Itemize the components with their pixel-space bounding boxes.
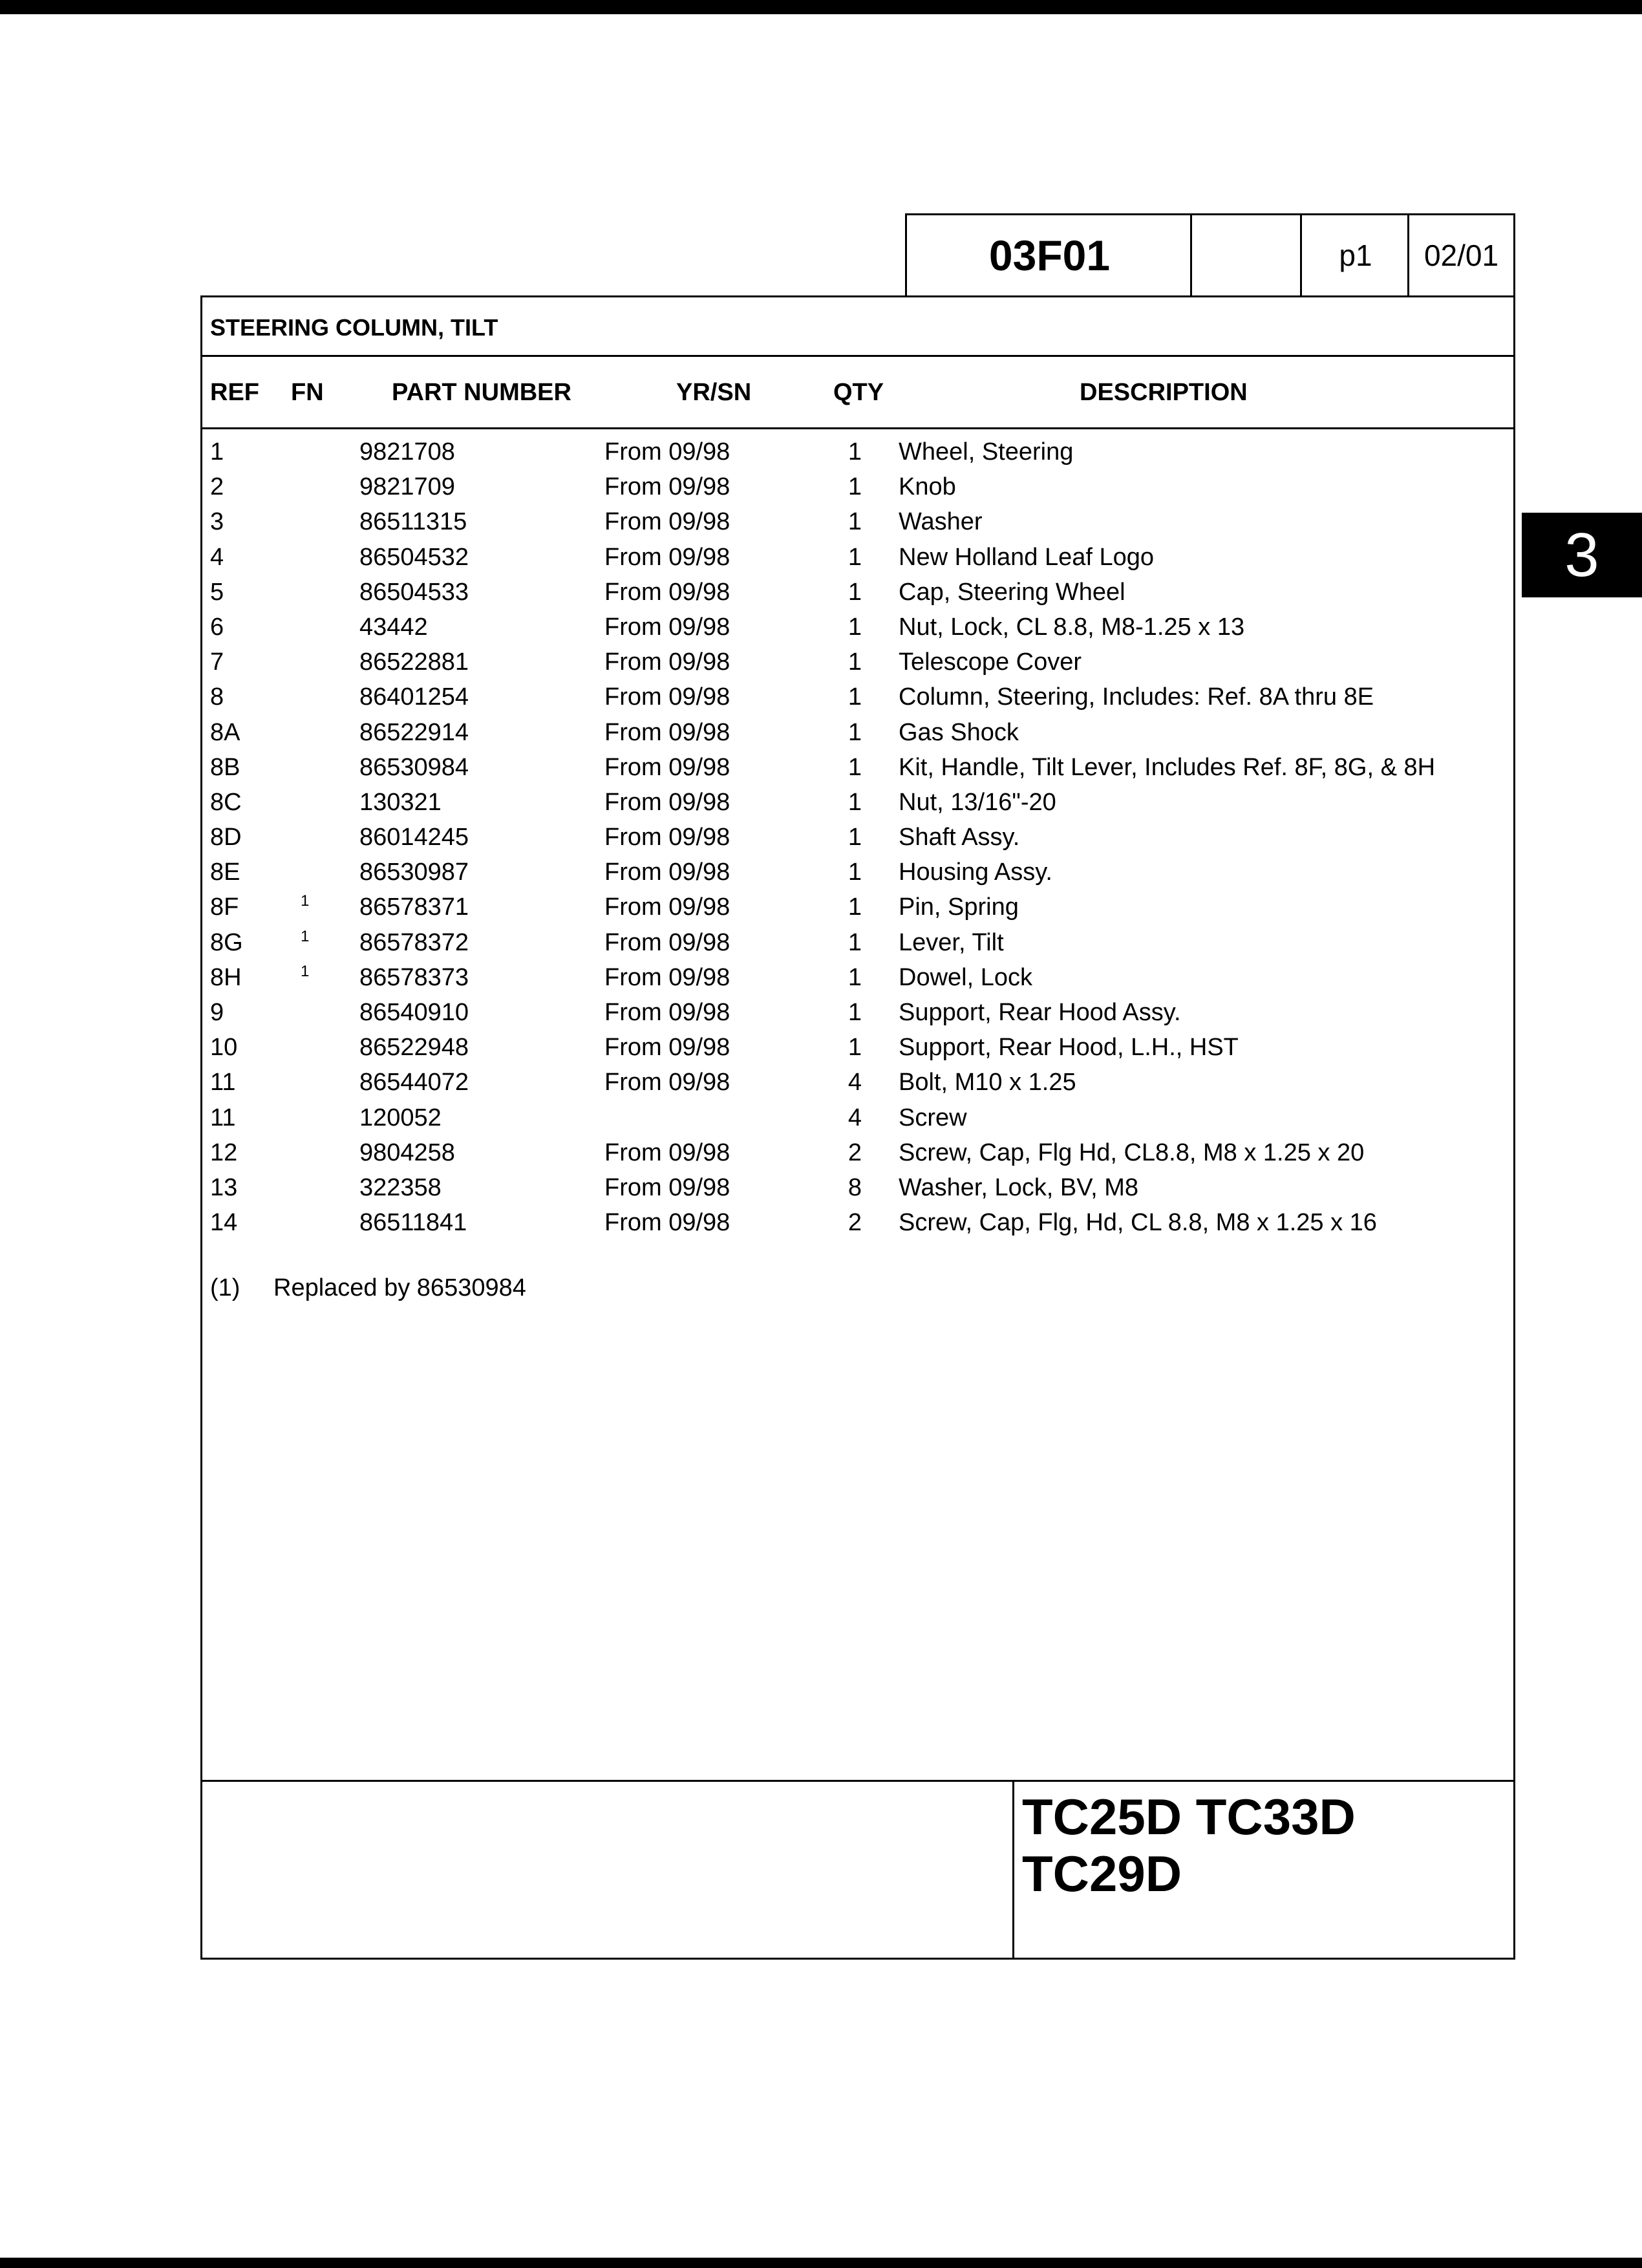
table-row	[202, 614, 1513, 648]
cell-ref: 8	[210, 683, 224, 711]
cell-fn: 1	[301, 927, 310, 945]
table-row	[202, 754, 1513, 789]
cell-qty: 1	[848, 963, 862, 991]
cell-yr-sn: From 09/98	[604, 824, 730, 851]
cell-ref: 11	[210, 1069, 236, 1097]
footnote-text: Replaced by 86530984	[273, 1274, 526, 1301]
cell-part-number: 86578373	[359, 963, 469, 991]
cell-ref: 9	[210, 999, 224, 1026]
table-row	[202, 1139, 1513, 1174]
cell-part-number: 86530984	[359, 753, 469, 781]
cell-description: Knob	[899, 473, 956, 501]
cell-qty: 1	[848, 508, 862, 536]
cell-qty: 1	[848, 648, 862, 676]
cell-yr-sn: From 09/98	[604, 999, 730, 1026]
cell-part-number: 43442	[359, 613, 428, 641]
table-row	[202, 1104, 1513, 1139]
table-row	[202, 789, 1513, 824]
cell-qty: 4	[848, 1104, 862, 1131]
cell-part-number: 86014245	[359, 824, 469, 851]
cell-ref: 8A	[210, 718, 240, 746]
cell-yr-sn: From 09/98	[604, 753, 730, 781]
footnote-mark: (1)	[210, 1274, 240, 1301]
cell-description: Dowel, Lock	[899, 963, 1032, 991]
cell-description: Column, Steering, Includes: Ref. 8A thru 8E	[899, 683, 1374, 711]
cell-yr-sn: From 09/98	[604, 718, 730, 746]
cell-yr-sn: From 09/98	[604, 859, 730, 886]
cell-yr-sn: From 09/98	[604, 788, 730, 816]
bottom-scan-border	[0, 2258, 1642, 2268]
cell-part-number: 86522881	[359, 648, 469, 676]
cell-part-number: 130321	[359, 788, 442, 816]
cell-description: Support, Rear Hood, L.H., HST	[899, 1034, 1239, 1062]
model-line-2: TC29D	[1022, 1845, 1182, 1902]
cell-ref: 12	[210, 1139, 238, 1166]
cell-ref: 7	[210, 648, 224, 676]
table-row	[202, 859, 1513, 893]
header-part-number: PART NUMBER	[392, 379, 571, 406]
cell-qty: 1	[848, 753, 862, 781]
revision-date: 02/01	[1407, 213, 1515, 297]
cell-ref: 8E	[210, 859, 240, 886]
cell-ref: 8F	[210, 893, 239, 921]
cell-fn: 1	[301, 962, 310, 980]
cell-part-number: 9821709	[359, 473, 455, 501]
table-row	[202, 1174, 1513, 1209]
cell-description: Washer	[899, 508, 983, 536]
cell-qty: 2	[848, 1139, 862, 1166]
cell-yr-sn: From 09/98	[604, 578, 730, 606]
cell-fn: 1	[301, 892, 310, 910]
cell-qty: 1	[848, 999, 862, 1026]
top-scan-border	[0, 0, 1642, 14]
cell-description: Bolt, M10 x 1.25	[899, 1069, 1076, 1097]
table-row	[202, 893, 1513, 928]
cell-part-number: 86578372	[359, 928, 469, 956]
cell-qty: 1	[848, 613, 862, 641]
model-line-1: TC25D TC33D	[1022, 1788, 1356, 1845]
table-row	[202, 999, 1513, 1034]
table-row	[202, 824, 1513, 859]
cell-part-number: 86544072	[359, 1069, 469, 1097]
cell-description: Telescope Cover	[899, 648, 1082, 676]
cell-part-number: 322358	[359, 1173, 442, 1201]
section-code: 03F01	[905, 213, 1192, 297]
cell-qty: 1	[848, 543, 862, 571]
cell-part-number: 9821708	[359, 438, 455, 465]
cell-yr-sn: From 09/98	[604, 963, 730, 991]
page-title: STEERING COLUMN, TILT	[210, 314, 498, 341]
table-row	[202, 508, 1513, 543]
cell-ref: 4	[210, 543, 224, 571]
table-row	[202, 964, 1513, 999]
table-row	[202, 719, 1513, 754]
cell-qty: 2	[848, 1209, 862, 1237]
cell-part-number: 86578371	[359, 893, 469, 921]
table-row	[202, 929, 1513, 964]
cell-part-number: 86511315	[359, 508, 467, 536]
cell-ref: 3	[210, 508, 224, 536]
page-number: p1	[1300, 213, 1409, 297]
header-yr-sn: YR/SN	[676, 379, 752, 406]
cell-description: New Holland Leaf Logo	[899, 543, 1155, 571]
cell-qty: 1	[848, 893, 862, 921]
cell-ref: 5	[210, 578, 224, 606]
header-blank-cell	[1190, 213, 1302, 297]
cell-qty: 1	[848, 824, 862, 851]
cell-ref: 2	[210, 473, 224, 501]
cell-qty: 1	[848, 1034, 862, 1062]
cell-part-number: 120052	[359, 1104, 442, 1131]
cell-ref: 8B	[210, 753, 240, 781]
cell-description: Screw	[899, 1104, 967, 1131]
cell-description: Pin, Spring	[899, 893, 1019, 921]
table-row	[202, 1034, 1513, 1069]
cell-yr-sn: From 09/98	[604, 648, 730, 676]
cell-description: Nut, Lock, CL 8.8, M8-1.25 x 13	[899, 613, 1245, 641]
cell-yr-sn: From 09/98	[604, 613, 730, 641]
cell-yr-sn: From 09/98	[604, 683, 730, 711]
cell-qty: 1	[848, 438, 862, 465]
cell-part-number: 86530987	[359, 859, 469, 886]
cell-qty: 1	[848, 718, 862, 746]
cell-ref: 14	[210, 1209, 238, 1237]
cell-ref: 13	[210, 1173, 238, 1201]
cell-qty: 1	[848, 473, 862, 501]
table-row	[202, 1069, 1513, 1104]
footer-block	[202, 1780, 1513, 1960]
title-row	[202, 297, 1513, 357]
cell-yr-sn: From 09/98	[604, 508, 730, 536]
cell-description: Kit, Handle, Tilt Lever, Includes Ref. 8F, 8G, & 8H	[899, 753, 1436, 781]
parts-table-body	[202, 438, 1513, 1244]
table-row	[202, 544, 1513, 579]
section-tab: 3	[1522, 513, 1642, 597]
cell-yr-sn: From 09/98	[604, 1069, 730, 1097]
cell-ref: 8H	[210, 963, 242, 991]
cell-yr-sn: From 09/98	[604, 1209, 730, 1237]
header-description: DESCRIPTION	[1080, 379, 1248, 406]
cell-part-number: 86511841	[359, 1209, 467, 1237]
cell-ref: 1	[210, 438, 224, 465]
header-ref: REF	[210, 379, 259, 406]
cell-qty: 8	[848, 1173, 862, 1201]
cell-part-number: 86504532	[359, 543, 469, 571]
cell-ref: 10	[210, 1034, 238, 1062]
cell-qty: 1	[848, 859, 862, 886]
cell-description: Wheel, Steering	[899, 438, 1074, 465]
model-list	[1022, 1788, 1356, 1902]
cell-ref: 8G	[210, 928, 243, 956]
cell-qty: 4	[848, 1069, 862, 1097]
cell-description: Screw, Cap, Flg, Hd, CL 8.8, M8 x 1.25 x 16	[899, 1209, 1377, 1237]
cell-qty: 1	[848, 928, 862, 956]
cell-qty: 1	[848, 683, 862, 711]
cell-yr-sn: From 09/98	[604, 893, 730, 921]
cell-part-number: 86504533	[359, 578, 469, 606]
footer-divider	[1012, 1782, 1014, 1960]
cell-yr-sn: From 09/98	[604, 1173, 730, 1201]
cell-yr-sn: From 09/98	[604, 543, 730, 571]
cell-yr-sn: From 09/98	[604, 438, 730, 465]
cell-ref: 6	[210, 613, 224, 641]
cell-description: Gas Shock	[899, 718, 1019, 746]
header-qty: QTY	[833, 379, 884, 406]
parts-list-frame	[200, 295, 1515, 1960]
cell-description: Screw, Cap, Flg Hd, CL8.8, M8 x 1.25 x 20	[899, 1139, 1365, 1166]
table-row	[202, 473, 1513, 508]
header-fn: FN	[291, 379, 324, 406]
table-row	[202, 648, 1513, 683]
cell-description: Washer, Lock, BV, M8	[899, 1173, 1139, 1201]
cell-part-number: 9804258	[359, 1139, 455, 1166]
cell-ref: 11	[210, 1104, 236, 1131]
cell-description: Support, Rear Hood Assy.	[899, 999, 1181, 1026]
cell-part-number: 86522948	[359, 1034, 469, 1062]
cell-description: Lever, Tilt	[899, 928, 1004, 956]
cell-qty: 1	[848, 788, 862, 816]
cell-part-number: 86540910	[359, 999, 469, 1026]
cell-description: Cap, Steering Wheel	[899, 578, 1125, 606]
cell-ref: 8C	[210, 788, 242, 816]
cell-part-number: 86522914	[359, 718, 469, 746]
table-row	[202, 1209, 1513, 1244]
cell-qty: 1	[848, 578, 862, 606]
cell-ref: 8D	[210, 824, 242, 851]
cell-part-number: 86401254	[359, 683, 469, 711]
cell-yr-sn: From 09/98	[604, 1034, 730, 1062]
cell-description: Shaft Assy.	[899, 824, 1020, 851]
cell-yr-sn: From 09/98	[604, 1139, 730, 1166]
cell-yr-sn: From 09/98	[604, 473, 730, 501]
cell-description: Housing Assy.	[899, 859, 1052, 886]
cell-description: Nut, 13/16"-20	[899, 788, 1056, 816]
column-header-row	[202, 357, 1513, 429]
cell-yr-sn: From 09/98	[604, 928, 730, 956]
table-row	[202, 438, 1513, 473]
table-row	[202, 579, 1513, 614]
table-row	[202, 683, 1513, 718]
